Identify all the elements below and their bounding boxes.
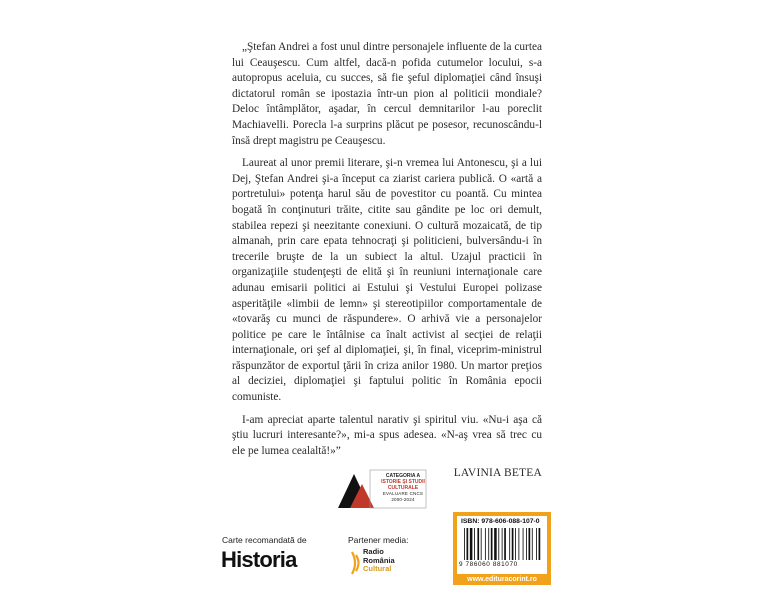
- paragraph-1: „Ştefan Andrei a fost unul dintre personajele influente de la curtea lui Ceauşescu. Cum altfel, dacă-n pofida cutumelor locului, s-a autopropus aceluia, cu succes, să fie şeful diplomaţiei când însuşi dictatorul român se ipostazia într-un pion al politicii mondiale? Deloc întâmplător, aşadar, în cercul demnitarilor l-au poreclit Machiavelli. Porecla l-a surprins plăcut pe posesor, recunoscându-l însă drept magistru pe Ceauşescu.: [232, 41, 542, 147]
- barcode-bar: [467, 528, 469, 560]
- barcode-bar: [481, 528, 482, 560]
- barcode-bar: [515, 528, 516, 560]
- barcode-bar: [518, 528, 519, 560]
- barcode-bar: [536, 528, 537, 560]
- barcode-bar: [498, 528, 499, 560]
- radio-line-3: Cultural: [363, 564, 392, 573]
- historia-logo: Historia: [221, 547, 297, 572]
- badge-field-2: CULTURALE: [387, 485, 419, 491]
- paragraph-3: I-am apreciat aparte talentul narativ şi spiritul viu. «Nu-i aşa că ştiu lucruri interesante?», mi-a spus adesea. «N-aş vrea să trec cu ele pe lumea cealaltă!»”: [232, 413, 542, 457]
- category-badge: [371, 473, 435, 503]
- barcode-bar: [512, 528, 514, 560]
- badge-field-1: ISTORIE ŞI STUDII: [381, 479, 425, 485]
- radio-romania-cultural-logo: [363, 548, 395, 574]
- barcode-bar: [474, 528, 475, 560]
- radio-line-1: Radio: [363, 547, 384, 556]
- barcode-bar: [526, 528, 527, 560]
- badge-years: 2000-2024: [391, 497, 415, 502]
- media-partner-label: Partener media:: [348, 535, 409, 545]
- isbn-box: [453, 512, 551, 585]
- barcode-bar: [470, 528, 473, 560]
- barcode-bar: [509, 528, 510, 560]
- radio-line-2: România: [363, 555, 395, 565]
- barcode-bar: [529, 528, 531, 560]
- barcode-icon: [464, 528, 542, 560]
- barcode-bar: [464, 528, 465, 560]
- paragraph-2: Laureat al unor premii literare, şi-n vremea lui Antonescu, şi a lui Dej, Ştefan Andrei şi-a început ca ziarist cariera publică. O «artă a portretului» potenţa harul său de povestitor cu poantă. Cu mintea bogată în conţinuturi trăite, citite sau gândite pe loc ori demult, stabilea repezi şi neezitante conexiuni. O cultură mozaicată, de tip almanah, prin care epata tehnocraţi şi politicieni, bulversându-i în trecerile bruşte de la un subiect la altul. Uzajul practicii în organizaţiile studenţeşti de elită şi în reuniuni internaţionale care adunau emisarii politici ai Estului şi Vestului Europei polizase asperităţile «limbii de lemn» şi stereotipiilor comportamentale de «tovarăş cu munci de răspundere». O arhivă vie a personajelor politice pe care le întâlnise ca înalt activist al secţiei de relaţii internaţionale, ori şef al diplomaţiei, şi, în final, viceprim-ministrul răspunzător de exportul ţării în criza anilor 1980. Un martor preţios al deciziei, diplomaţiei şi faptului politic în România epocii comuniste.: [232, 157, 542, 404]
- barcode-bar: [539, 528, 541, 560]
- barcode-bar: [494, 528, 497, 560]
- barcode-digits: 9 786060 881070: [459, 561, 518, 568]
- badge-evaluation: EVALUARE CNCS: [382, 491, 424, 496]
- badge-category: CATEGORIA A: [385, 473, 421, 479]
- barcode-bar: [523, 528, 524, 560]
- barcode-bar: [485, 528, 486, 560]
- author-signature: LAVINIA BETEA: [453, 467, 542, 480]
- barcode-bar: [491, 528, 493, 560]
- back-cover-text: [232, 40, 542, 482]
- publisher-url: www.edituracorint.ro: [453, 574, 551, 585]
- recommended-label: Carte recomandată de: [222, 535, 307, 545]
- barcode-bar: [502, 528, 503, 560]
- barcode-bar: [477, 528, 479, 560]
- barcode-bar: [488, 528, 489, 560]
- barcode-bar: [532, 528, 533, 560]
- isbn-number: ISBN: 978-606-088-107-0: [461, 518, 540, 525]
- barcode-bar: [504, 528, 506, 560]
